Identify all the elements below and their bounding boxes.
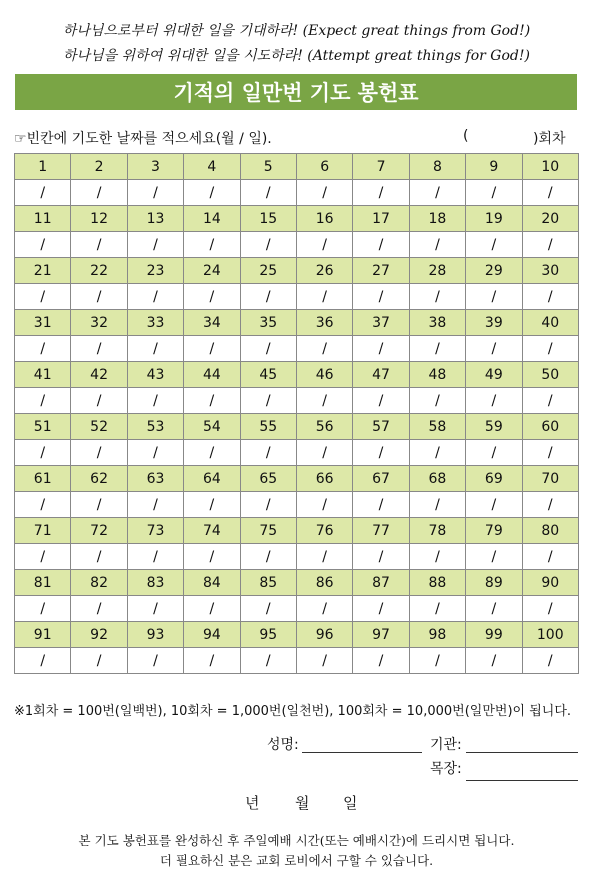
number-cell: 59 — [466, 414, 522, 440]
date-row — [15, 180, 579, 206]
number-cell: 21 — [15, 258, 71, 284]
number-row — [15, 518, 579, 544]
number-cell: 82 — [71, 570, 127, 596]
number-cell: 51 — [15, 414, 71, 440]
date-entry-cell[interactable]: / — [240, 492, 296, 518]
number-cell: 53 — [127, 414, 183, 440]
number-cell: 67 — [353, 466, 409, 492]
date-row — [15, 388, 579, 414]
date-entry-cell[interactable]: / — [522, 180, 578, 206]
number-cell: 68 — [409, 466, 465, 492]
number-cell: 81 — [15, 570, 71, 596]
date-entry-cell[interactable]: / — [71, 180, 127, 206]
date-entry-cell[interactable]: / — [466, 284, 522, 310]
instruction-text: ☞빈칸에 기도한 날짜를 적으세요(월 / 일). — [14, 131, 272, 147]
number-cell: 57 — [353, 414, 409, 440]
number-cell: 96 — [296, 622, 352, 648]
number-row — [15, 310, 579, 336]
date-entry-cell[interactable]: / — [240, 544, 296, 570]
date-entry-cell[interactable]: / — [240, 336, 296, 362]
number-cell: 83 — [127, 570, 183, 596]
date-row — [15, 596, 579, 622]
number-cell: 89 — [466, 570, 522, 596]
number-cell: 8 — [409, 154, 465, 180]
date-entry-cell[interactable]: / — [184, 388, 240, 414]
number-row — [15, 206, 579, 232]
page-title: 기적의 일만번 기도 봉헌표 — [173, 81, 419, 105]
date-entry-cell[interactable]: / — [522, 596, 578, 622]
number-cell: 13 — [127, 206, 183, 232]
number-cell: 63 — [127, 466, 183, 492]
date-entry-cell[interactable]: / — [409, 284, 465, 310]
date-entry-cell[interactable]: / — [71, 648, 127, 674]
number-cell: 24 — [184, 258, 240, 284]
number-cell: 49 — [466, 362, 522, 388]
date-entry-cell[interactable]: / — [240, 440, 296, 466]
date-entry-cell[interactable]: / — [71, 232, 127, 258]
date-entry-cell[interactable]: / — [184, 648, 240, 674]
header-line-2: 하나님을 위하여 위대한 일을 시도하라! (Attempt great things for God!) — [63, 48, 530, 64]
number-cell: 5 — [240, 154, 296, 180]
number-cell: 76 — [296, 518, 352, 544]
date-entry-cell[interactable]: / — [184, 492, 240, 518]
number-cell: 70 — [522, 466, 578, 492]
date-entry-cell[interactable]: / — [522, 440, 578, 466]
number-cell: 26 — [296, 258, 352, 284]
number-cell: 52 — [71, 414, 127, 440]
date-entry-cell[interactable]: / — [240, 284, 296, 310]
org-label: 기관: — [430, 737, 462, 753]
number-cell: 1 — [15, 154, 71, 180]
date-entry-cell[interactable]: / — [353, 492, 409, 518]
date-entry-cell[interactable]: / — [353, 336, 409, 362]
number-cell: 42 — [71, 362, 127, 388]
number-cell: 43 — [127, 362, 183, 388]
number-cell: 54 — [184, 414, 240, 440]
date-entry-cell[interactable]: / — [184, 336, 240, 362]
date-entry-cell[interactable]: / — [296, 544, 352, 570]
number-cell: 69 — [466, 466, 522, 492]
number-cell: 71 — [15, 518, 71, 544]
header-line-1: 하나님으로부터 위대한 일을 기대하라! (Expect great things from God!) — [62, 23, 531, 39]
number-cell: 79 — [466, 518, 522, 544]
number-cell: 56 — [296, 414, 352, 440]
number-cell: 32 — [71, 310, 127, 336]
number-cell: 23 — [127, 258, 183, 284]
date-entry-cell[interactable]: / — [409, 544, 465, 570]
date-entry-cell[interactable]: / — [409, 440, 465, 466]
number-cell: 95 — [240, 622, 296, 648]
date-entry-cell[interactable]: / — [296, 232, 352, 258]
number-cell: 45 — [240, 362, 296, 388]
number-cell: 34 — [184, 310, 240, 336]
number-cell: 37 — [353, 310, 409, 336]
number-cell: 35 — [240, 310, 296, 336]
number-cell: 60 — [522, 414, 578, 440]
number-cell: 86 — [296, 570, 352, 596]
date-entry-cell[interactable]: / — [127, 648, 183, 674]
number-cell: 93 — [127, 622, 183, 648]
number-cell: 55 — [240, 414, 296, 440]
date-entry-cell[interactable]: / — [240, 232, 296, 258]
number-cell: 41 — [15, 362, 71, 388]
date-entry-cell[interactable]: / — [127, 388, 183, 414]
number-cell: 78 — [409, 518, 465, 544]
number-cell: 90 — [522, 570, 578, 596]
date-entry-cell[interactable]: / — [184, 284, 240, 310]
name-field[interactable] — [302, 752, 422, 753]
number-cell: 62 — [71, 466, 127, 492]
number-cell: 39 — [466, 310, 522, 336]
date-entry-cell[interactable]: / — [15, 648, 71, 674]
date-entry-cell[interactable]: / — [466, 336, 522, 362]
date-entry-cell[interactable]: / — [296, 648, 352, 674]
date-entry-cell[interactable]: / — [71, 440, 127, 466]
group-label: 목장: — [430, 761, 462, 777]
date-row — [15, 336, 579, 362]
date-entry-cell[interactable]: / — [71, 596, 127, 622]
number-cell: 7 — [353, 154, 409, 180]
date-entry-cell[interactable]: / — [15, 388, 71, 414]
date-entry-cell[interactable]: / — [296, 440, 352, 466]
number-row — [15, 570, 579, 596]
footer-line-1: 본 기도 봉헌표를 완성하신 후 주일예배 시간(또는 예배시간)에 드리시면 됩니다. — [78, 833, 515, 848]
date-entry-cell[interactable]: / — [296, 284, 352, 310]
date-entry-cell[interactable]: / — [353, 648, 409, 674]
number-cell: 12 — [71, 206, 127, 232]
number-cell: 94 — [184, 622, 240, 648]
number-cell: 10 — [522, 154, 578, 180]
number-cell: 98 — [409, 622, 465, 648]
number-cell: 46 — [296, 362, 352, 388]
footer-line-2: 더 필요하신 분은 교회 로비에서 구할 수 있습니다. — [159, 853, 434, 868]
number-cell: 84 — [184, 570, 240, 596]
number-cell: 19 — [466, 206, 522, 232]
number-row — [15, 414, 579, 440]
date-entry-cell[interactable]: / — [409, 232, 465, 258]
number-cell: 25 — [240, 258, 296, 284]
date-entry-cell[interactable]: / — [296, 336, 352, 362]
number-cell: 73 — [127, 518, 183, 544]
date-row — [15, 284, 579, 310]
date-entry-cell[interactable]: / — [409, 180, 465, 206]
number-cell: 15 — [240, 206, 296, 232]
date-day-label: 일 — [343, 794, 358, 812]
date-entry-cell[interactable]: / — [522, 492, 578, 518]
date-row — [15, 648, 579, 674]
date-entry-cell[interactable]: / — [353, 388, 409, 414]
date-entry-cell[interactable]: / — [466, 648, 522, 674]
number-cell: 31 — [15, 310, 71, 336]
date-entry-cell[interactable]: / — [127, 284, 183, 310]
number-row — [15, 362, 579, 388]
number-cell: 97 — [353, 622, 409, 648]
number-cell: 2 — [71, 154, 127, 180]
number-cell: 88 — [409, 570, 465, 596]
number-cell: 20 — [522, 206, 578, 232]
date-entry-cell[interactable]: / — [127, 440, 183, 466]
number-cell: 30 — [522, 258, 578, 284]
name-label: 성명: — [267, 737, 299, 753]
date-entry-cell[interactable]: / — [127, 492, 183, 518]
number-cell: 92 — [71, 622, 127, 648]
date-entry-cell[interactable]: / — [353, 232, 409, 258]
date-entry-cell[interactable]: / — [15, 596, 71, 622]
number-cell: 17 — [353, 206, 409, 232]
date-row — [15, 544, 579, 570]
org-field[interactable] — [466, 752, 578, 753]
date-entry-cell[interactable]: / — [127, 544, 183, 570]
date-entry-cell[interactable]: / — [466, 544, 522, 570]
number-cell: 16 — [296, 206, 352, 232]
date-entry-cell[interactable]: / — [409, 336, 465, 362]
number-cell: 66 — [296, 466, 352, 492]
date-entry-cell[interactable]: / — [353, 544, 409, 570]
number-cell: 48 — [409, 362, 465, 388]
group-field[interactable] — [466, 780, 578, 781]
date-entry-cell[interactable]: / — [353, 440, 409, 466]
date-entry-cell[interactable]: / — [466, 440, 522, 466]
date-entry-cell[interactable]: / — [466, 180, 522, 206]
date-entry-cell[interactable]: / — [71, 336, 127, 362]
count-note: ※1회차 = 100번(일백번), 10회차 = 1,000번(일천번), 100회차 = 10,000번(일만번)이 됩니다. — [14, 704, 572, 719]
date-entry-cell[interactable]: / — [353, 180, 409, 206]
date-entry-cell[interactable]: / — [184, 232, 240, 258]
round-open-paren: ( — [463, 128, 469, 144]
date-entry-cell[interactable]: / — [71, 492, 127, 518]
number-cell: 50 — [522, 362, 578, 388]
number-cell: 4 — [184, 154, 240, 180]
date-entry-cell[interactable]: / — [71, 544, 127, 570]
date-entry-cell[interactable]: / — [466, 596, 522, 622]
date-entry-cell[interactable]: / — [184, 180, 240, 206]
date-entry-cell[interactable]: / — [522, 284, 578, 310]
date-entry-cell[interactable]: / — [522, 232, 578, 258]
number-cell: 64 — [184, 466, 240, 492]
number-row — [15, 622, 579, 648]
number-cell: 27 — [353, 258, 409, 284]
number-cell: 6 — [296, 154, 352, 180]
date-entry-cell[interactable]: / — [184, 440, 240, 466]
date-entry-cell[interactable]: / — [15, 180, 71, 206]
date-entry-cell[interactable]: / — [466, 232, 522, 258]
date-entry-cell[interactable]: / — [353, 284, 409, 310]
number-cell: 85 — [240, 570, 296, 596]
date-row — [15, 232, 579, 258]
number-cell: 58 — [409, 414, 465, 440]
date-entry-cell[interactable]: / — [409, 596, 465, 622]
date-entry-cell[interactable]: / — [353, 596, 409, 622]
number-cell: 77 — [353, 518, 409, 544]
date-month-label: 월 — [295, 794, 310, 812]
date-entry-cell[interactable]: / — [240, 180, 296, 206]
number-cell: 44 — [184, 362, 240, 388]
number-cell: 14 — [184, 206, 240, 232]
number-cell: 65 — [240, 466, 296, 492]
date-entry-cell[interactable]: / — [409, 492, 465, 518]
date-entry-cell[interactable]: / — [15, 284, 71, 310]
date-row — [15, 492, 579, 518]
title-banner — [15, 74, 577, 110]
date-entry-cell[interactable]: / — [522, 388, 578, 414]
date-entry-cell[interactable]: / — [127, 180, 183, 206]
number-cell: 72 — [71, 518, 127, 544]
number-cell: 28 — [409, 258, 465, 284]
date-entry-cell[interactable]: / — [522, 544, 578, 570]
date-entry-cell[interactable]: / — [409, 648, 465, 674]
number-cell: 87 — [353, 570, 409, 596]
date-entry-cell[interactable]: / — [466, 492, 522, 518]
date-entry-cell[interactable]: / — [522, 336, 578, 362]
date-entry-cell[interactable]: / — [296, 596, 352, 622]
date-entry-cell[interactable]: / — [15, 336, 71, 362]
number-cell: 11 — [15, 206, 71, 232]
date-entry-cell[interactable]: / — [71, 284, 127, 310]
date-entry-cell[interactable]: / — [15, 232, 71, 258]
number-cell: 9 — [466, 154, 522, 180]
number-cell: 74 — [184, 518, 240, 544]
number-cell: 99 — [466, 622, 522, 648]
number-row — [15, 466, 579, 492]
date-entry-cell[interactable]: / — [184, 596, 240, 622]
date-entry-cell[interactable]: / — [15, 544, 71, 570]
number-cell: 61 — [15, 466, 71, 492]
date-entry-cell[interactable]: / — [127, 596, 183, 622]
round-label: )회차 — [533, 131, 566, 147]
number-cell: 47 — [353, 362, 409, 388]
number-row — [15, 154, 579, 180]
number-row — [15, 258, 579, 284]
number-cell: 75 — [240, 518, 296, 544]
number-cell: 38 — [409, 310, 465, 336]
date-entry-cell[interactable]: / — [240, 596, 296, 622]
date-entry-cell[interactable]: / — [184, 544, 240, 570]
date-entry-cell[interactable]: / — [522, 648, 578, 674]
date-entry-cell[interactable]: / — [296, 388, 352, 414]
date-entry-cell[interactable]: / — [240, 388, 296, 414]
date-entry-cell[interactable]: / — [409, 388, 465, 414]
number-cell: 33 — [127, 310, 183, 336]
date-entry-cell[interactable]: / — [127, 232, 183, 258]
number-cell: 80 — [522, 518, 578, 544]
number-cell: 29 — [466, 258, 522, 284]
date-entry-cell[interactable]: / — [466, 388, 522, 414]
date-year-label: 년 — [245, 794, 260, 812]
date-row — [15, 440, 579, 466]
number-cell: 18 — [409, 206, 465, 232]
date-entry-cell[interactable]: / — [15, 492, 71, 518]
date-entry-cell[interactable]: / — [296, 180, 352, 206]
date-entry-cell[interactable]: / — [296, 492, 352, 518]
number-cell: 36 — [296, 310, 352, 336]
number-cell: 22 — [71, 258, 127, 284]
date-entry-cell[interactable]: / — [15, 440, 71, 466]
number-cell: 3 — [127, 154, 183, 180]
date-entry-cell[interactable]: / — [71, 388, 127, 414]
date-entry-cell[interactable]: / — [240, 648, 296, 674]
date-entry-cell[interactable]: / — [127, 336, 183, 362]
prayer-grid — [14, 153, 579, 674]
number-cell: 91 — [15, 622, 71, 648]
number-cell: 100 — [522, 622, 578, 648]
number-cell: 40 — [522, 310, 578, 336]
